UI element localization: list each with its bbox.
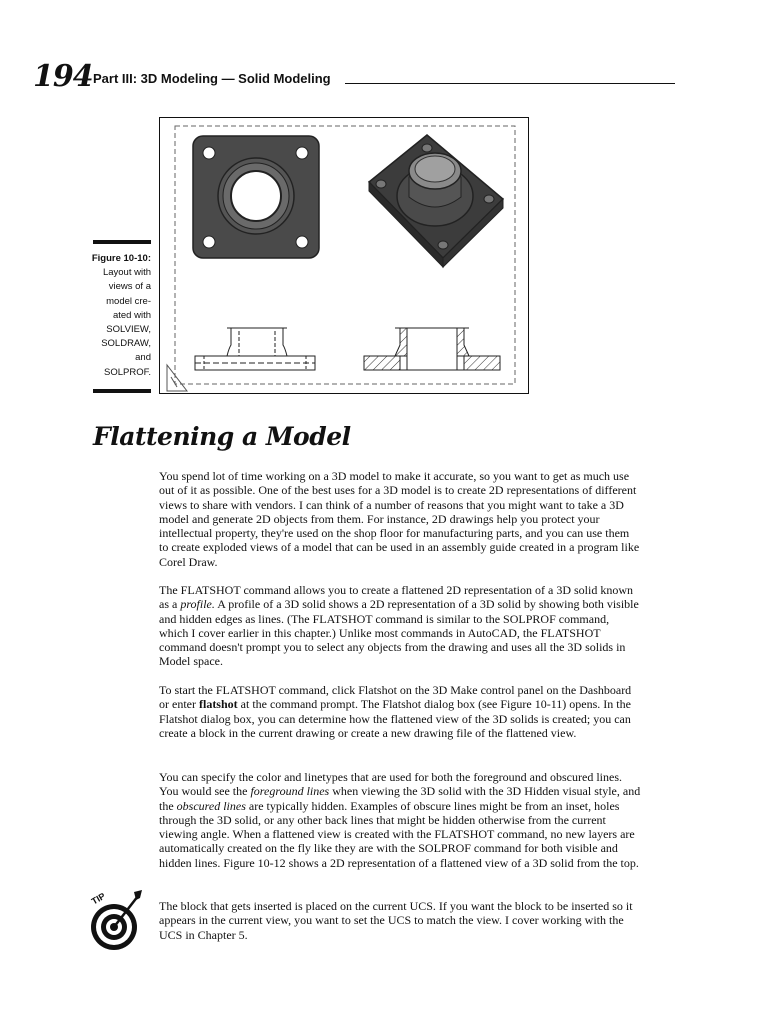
text-run: The FLATSHOT command allows you to create a flattened 2D representation of a 3D solid known as a bbox=[159, 583, 633, 612]
caption-rule-top bbox=[93, 240, 151, 244]
figure-10-10-drawing bbox=[159, 117, 529, 394]
caption-line: and bbox=[135, 352, 151, 364]
tip-label: TIP bbox=[89, 890, 107, 907]
text-run: when viewing the 3D solid with the 3D Hidden visual style, and the bbox=[159, 784, 641, 813]
term-obscured-lines: obscured lines bbox=[176, 798, 246, 813]
paragraph-flatshot bbox=[159, 583, 641, 669]
caption-line: views of a bbox=[108, 281, 151, 293]
caption-line: SOLPROF. bbox=[104, 366, 151, 378]
text-run: are typically hidden. Examples of obscure lines might be from an inset, holes through the 3D solid, or any other back lines that might be hidden otherwise from the current viewing angle. When a flattened view is created with the FLATSHOT command, no new layers are automatically created on the fly like they are with the SOLPROF command for both visible and hidden lines. Figure 10-12 shows a 2D representation of a flattened view of a 3D solid from the top. bbox=[159, 798, 639, 870]
text-run: A profile of a 3D solid shows a 2D representation of a 3D solid by showing both visible and hidden edges as lines. (The FLATSHOT command is similar to the SOLPROF command, which I cover earlier in this chapter.) Unlike most commands in AutoCAD, the FLATSHOT command doesn't prompt you to select any objects from the drawing and uses all the 3D solids in Model space. bbox=[159, 597, 639, 669]
text-run: You can specify the color and linetypes that are used for both the foreground and obscured lines. You would see the bbox=[159, 770, 622, 799]
caption-line: ated with bbox=[112, 309, 151, 321]
term-foreground-lines: foreground lines bbox=[250, 784, 330, 799]
paragraph-start-command bbox=[159, 683, 641, 740]
figure-label: Figure 10-10: bbox=[91, 253, 151, 264]
caption-rule-bottom bbox=[93, 389, 151, 393]
tip-target-icon bbox=[88, 888, 144, 952]
running-head: Part III: 3D Modeling — Solid Modeling bbox=[93, 71, 331, 86]
text-run: at the command prompt. The Flatshot dialog box (see Figure 10-11) opens. In the Flatshot dialog box, you can determine how the flattened view of the 3D solids is created; you can create a block in the current drawing or create a new drawing file of the flattened view. bbox=[159, 697, 631, 740]
figure-caption bbox=[86, 252, 151, 380]
paragraph-text bbox=[159, 683, 641, 740]
top-view-flange bbox=[193, 136, 319, 258]
paragraph-text: The block that gets inserted is placed on the current UCS. If you want the block to be inserted so it appears in the current view, you want to set the UCS to match the view. I cover working with the UCS in Chapter 5. bbox=[159, 899, 633, 942]
caption-line: SOLDRAW, bbox=[101, 338, 151, 350]
text-run: To start the FLATSHOT command, click Flatshot on the 3D Make control panel on the Dashboard or enter bbox=[159, 683, 632, 712]
page-number: 194 bbox=[33, 59, 93, 94]
paragraph-text: You spend lot of time working on a 3D model to make it accurate, so you want to get as much use out of it as possible. One of the best uses for a 3D model is to create 2D representations of different views to share with vendors. I can think of a number of reasons that you might want to take a 3D model and generate 2D objects from them. For instance, 2D drawings help you protect your intellectual property, they're used on the shop floor for manufacturing parts, and you can use them to create exploded views of a model that can be used in an assembly guide created in a program like Corel Draw. bbox=[159, 469, 640, 569]
caption-line: model cre- bbox=[106, 295, 151, 307]
paragraph-linetypes bbox=[159, 770, 641, 870]
header-rule bbox=[345, 83, 675, 84]
paragraph-intro bbox=[159, 469, 641, 569]
caption-line: SOLVIEW, bbox=[106, 324, 151, 336]
command-name: flatshot bbox=[198, 697, 238, 712]
section-title: Flattening a Model bbox=[93, 422, 351, 451]
paragraph-text bbox=[159, 770, 641, 870]
paragraph-text bbox=[159, 583, 641, 669]
term-profile: profile. bbox=[180, 597, 215, 612]
paragraph-tip bbox=[159, 899, 641, 942]
caption-line: Layout with bbox=[102, 267, 151, 279]
